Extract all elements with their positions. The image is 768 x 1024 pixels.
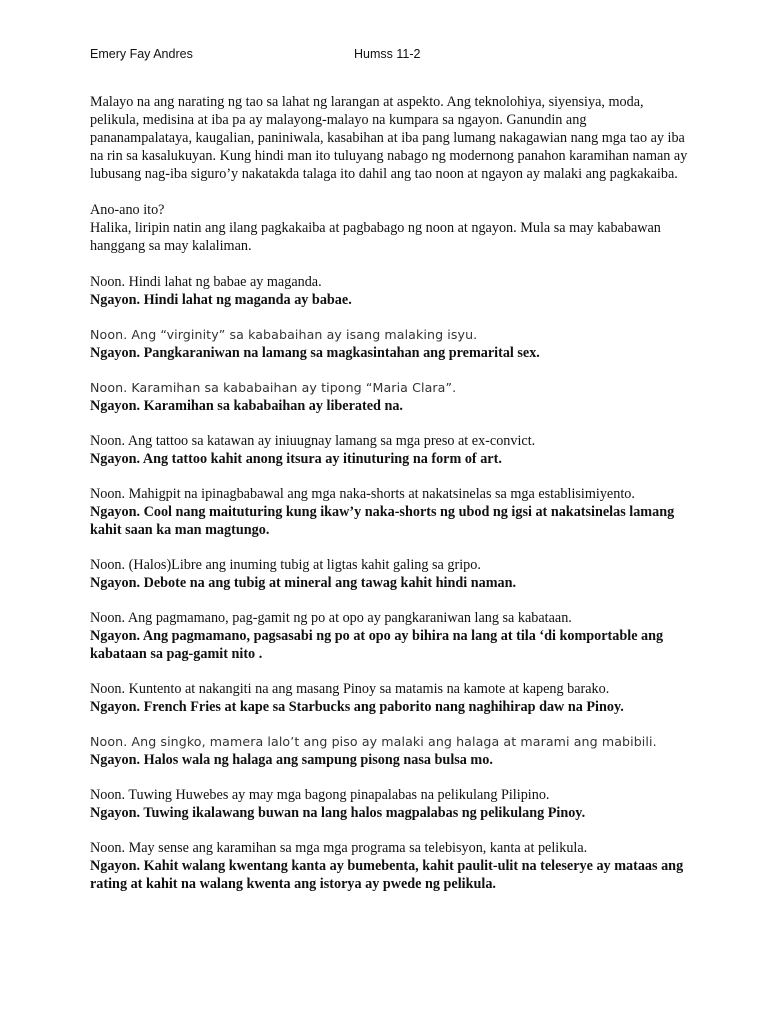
ngayon-line: Ngayon. Karamihan sa kababaihan ay liberated na. (90, 398, 403, 414)
comparison-pair (90, 432, 690, 468)
noon-line: Noon. Kuntento at nakangiti na ang masang Pinoy sa matamis na kamote at kapeng barako. (90, 681, 610, 697)
halika-paragraph: Halika, liripin natin ang ilang pagkakaiba at pagbabago ng noon at ngayon. Mula sa may kababawan hanggang sa may kalaliman. (90, 220, 661, 254)
ngayon-line: Ngayon. Tuwing ikalawang buwan na lang halos magpalabas ng pelikulang Pinoy. (90, 805, 586, 821)
ngayon-line: Ngayon. Kahit walang kwentang kanta ay bumebenta, kahit paulit-ulit na teleserye ay mataas ang rating at kahit na walang kwenta ang istorya ay pwede ng pelikula. (90, 858, 684, 892)
noon-line: Noon. Karamihan sa kababaihan ay tipong “Maria Clara”. (90, 380, 457, 395)
ngayon-line: Ngayon. Ang tattoo kahit anong itsura ay itinuturing na form of art. (90, 451, 502, 467)
intro-paragraph: Malayo na ang narating ng tao sa lahat ng larangan at aspekto. Ang teknolohiya, siyensiya, moda, pelikula, medisina at iba pa ay malayong-malayo na kumpara sa ngayon. Ganundin ang pananampalataya, kaugalian, paniniwala, kasabihan at iba pang lumang nakagawian nang mga tao ay iba na rin sa kasalukuyan. Kung hindi man ito tuluyang nabago ng modernong panahon karamihan naman ay lubusang nag-iba siguro’y nakatakda talaga ito dahil ang tao noon at ngayon ay malaki ang pagkakaiba. (90, 94, 688, 182)
ngayon-line: Ngayon. Cool nang maituturing kung ikaw’y naka-shorts ng ubod ng igsi at nakatsinelas lamang kahit saan ka man magtungo. (90, 504, 675, 538)
noon-line: Noon. Ang “virginity” sa kababaihan ay isang malaking isyu. (90, 327, 478, 342)
ngayon-line: Ngayon. Ang pagmamano, pagsasabi ng po at opo ay bihira na lang at tila ‘di komportable ang kabataan sa pag-gamit nito . (90, 628, 664, 662)
comparison-pair (90, 609, 690, 663)
noon-line: Noon. (Halos)Libre ang inuming tubig at ligtas kahit galing sa gripo. (90, 557, 481, 573)
document-body (90, 93, 690, 910)
noon-line: Noon. Hindi lahat ng babae ay maganda. (90, 274, 322, 290)
noon-line: Noon. Ang tattoo sa katawan ay iniuugnay lamang sa mga preso at ex-convict. (90, 433, 536, 449)
comparison-pair (90, 556, 690, 592)
page-header (90, 47, 678, 65)
comparison-pair (90, 326, 690, 362)
author-name: Emery Fay Andres (90, 47, 193, 61)
ngayon-line: Ngayon. Pangkaraniwan na lamang sa magkasintahan ang premarital sex. (90, 345, 540, 361)
ngayon-line: Ngayon. Halos wala ng halaga ang sampung pisong nasa bulsa mo. (90, 752, 493, 768)
noon-line: Noon. May sense ang karamihan sa mga mga programa sa telebisyon, kanta at pelikula. (90, 840, 588, 856)
ngayon-line: Ngayon. Hindi lahat ng maganda ay babae. (90, 292, 352, 308)
class-section: Humss 11-2 (354, 47, 421, 61)
question-line: Ano-ano ito? (90, 202, 165, 218)
comparison-pair (90, 485, 690, 539)
noon-line: Noon. Mahigpit na ipinagbabawal ang mga naka-shorts at nakatsinelas sa mga establisimiyento. (90, 486, 635, 502)
noon-line: Noon. Ang singko, mamera lalo’t ang piso ay malaki ang halaga at marami ang mabibili. (90, 734, 657, 749)
comparison-pair (90, 379, 690, 415)
comparison-pair (90, 786, 690, 822)
comparison-pair (90, 680, 690, 716)
noon-line: Noon. Tuwing Huwebes ay may mga bagong pinapalabas na pelikulang Pilipino. (90, 787, 550, 803)
ngayon-line: Ngayon. Debote na ang tubig at mineral ang tawag kahit hindi naman. (90, 575, 517, 591)
comparison-pair (90, 733, 690, 769)
noon-line: Noon. Ang pagmamano, pag-gamit ng po at opo ay pangkaraniwan lang sa kabataan. (90, 610, 572, 626)
comparison-pair (90, 839, 690, 893)
ngayon-line: Ngayon. French Fries at kape sa Starbucks ang paborito nang naghihirap daw na Pinoy. (90, 699, 624, 715)
comparison-pair (90, 273, 690, 309)
